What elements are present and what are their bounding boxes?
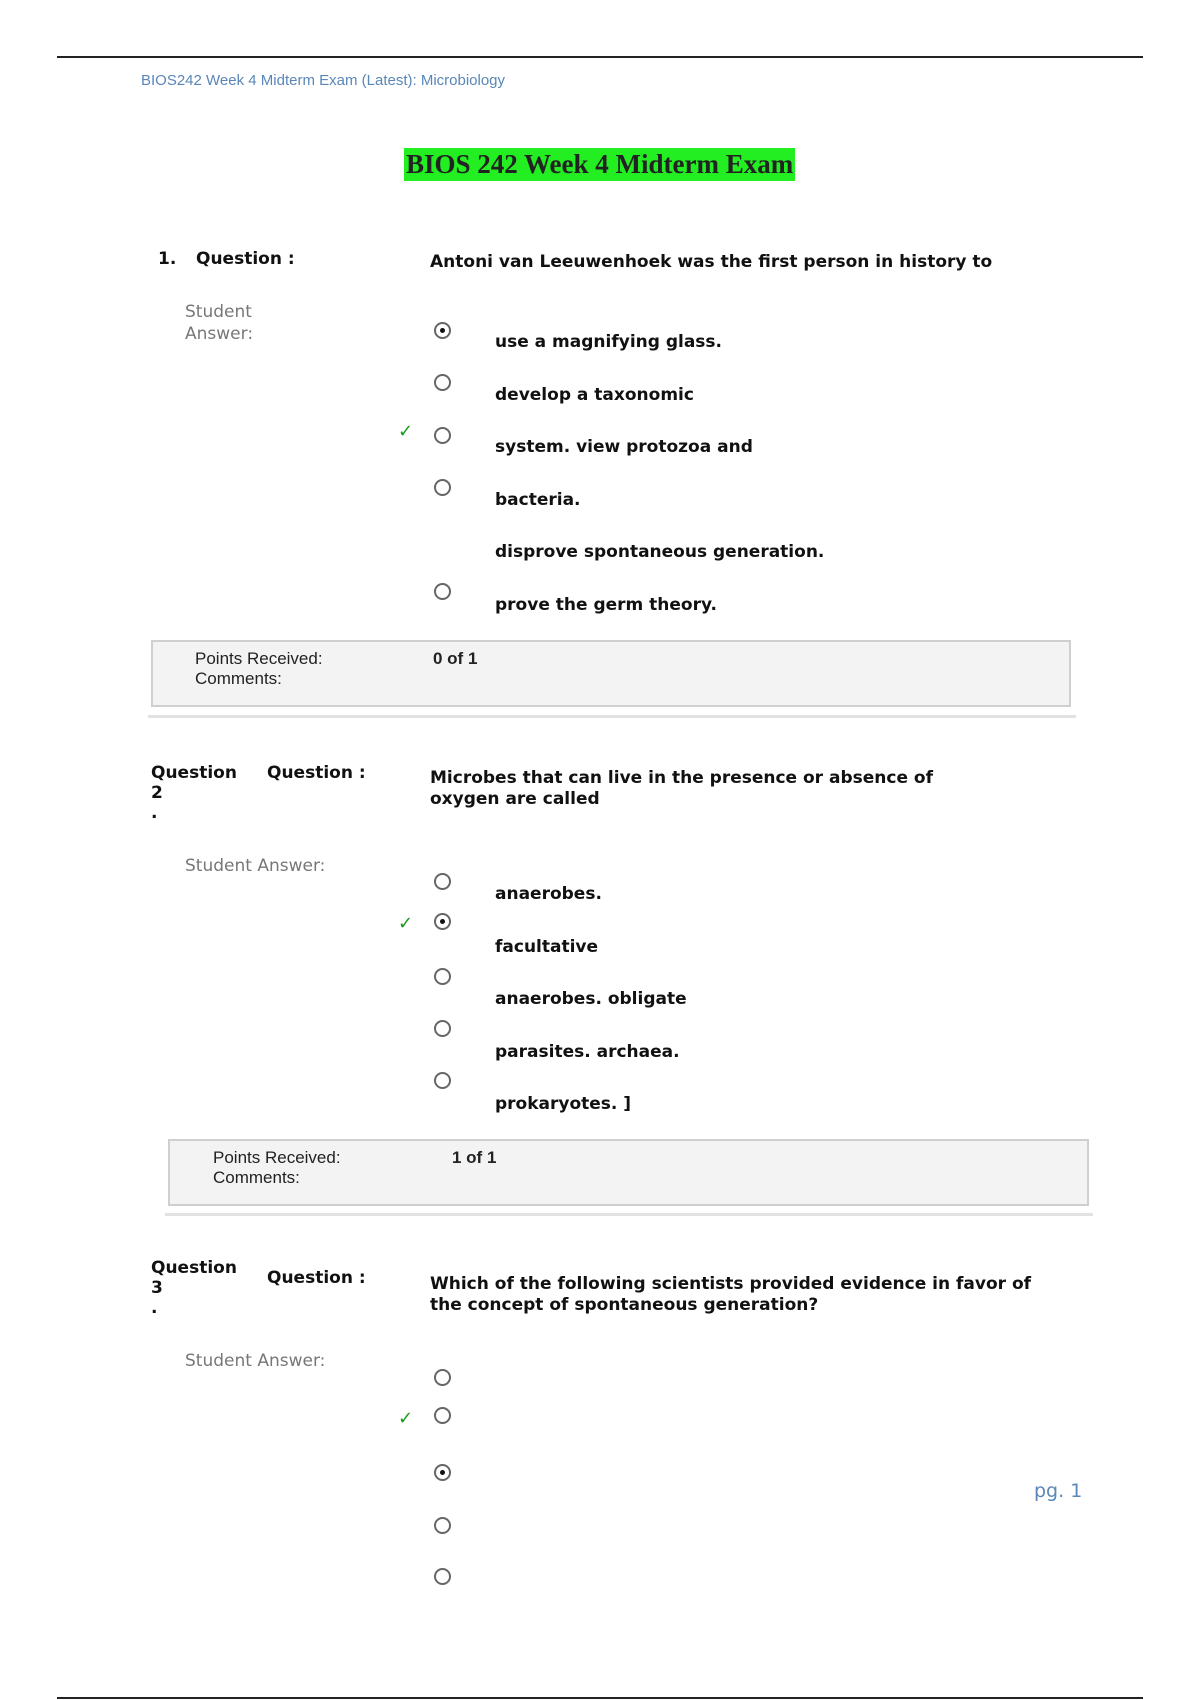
q1-option-2: develop a taxonomic	[495, 385, 694, 405]
q2-option-4: parasites. archaea.	[495, 1042, 680, 1062]
bottom-rule	[57, 1697, 1143, 1699]
q1-option-6: prove the germ theory.	[495, 595, 717, 615]
question-3-number-dot: .	[151, 1298, 158, 1318]
q1-radio-3[interactable]	[434, 427, 451, 444]
question-1-text: Antoni van Leeuwenhoek was the first person in history to	[430, 252, 993, 272]
q2-points-label: Points Received:	[213, 1148, 341, 1167]
q3-radio-5[interactable]	[434, 1568, 451, 1585]
q3-radio-2[interactable]	[434, 1407, 451, 1424]
q2-points-value: 1 of 1	[452, 1148, 497, 1167]
document-title: BIOS 242 Week 4 Midterm Exam	[406, 149, 794, 179]
q2-radio-4[interactable]	[434, 1020, 451, 1037]
q1-points-label: Points Received:	[195, 649, 323, 668]
question-2-number-dot: .	[151, 803, 158, 823]
q2-option-2: facultative	[495, 937, 599, 957]
question-1-number: 1.	[158, 249, 177, 269]
q1-divider	[148, 715, 1076, 718]
q1-points-value: 0 of 1	[433, 649, 478, 668]
q3-correct-check-icon: ✓	[398, 1408, 414, 1429]
question-2-label: Question :	[267, 763, 366, 783]
q3-radio-1[interactable]	[434, 1369, 451, 1386]
question-1-answer-label: Answer:	[185, 324, 254, 344]
q1-radio-1[interactable]	[434, 322, 451, 339]
question-2-number-word: Question	[151, 763, 237, 783]
question-3-label: Question :	[267, 1268, 366, 1288]
q1-radio-4[interactable]	[434, 479, 451, 496]
page-number: pg. 1	[1034, 1480, 1083, 1502]
q2-correct-check-icon: ✓	[398, 913, 414, 934]
q3-radio-3[interactable]	[434, 1464, 451, 1481]
top-rule	[57, 56, 1143, 58]
q2-divider	[165, 1213, 1093, 1216]
q2-comments-label: Comments:	[213, 1168, 300, 1187]
question-1-student-label: Student	[185, 302, 252, 322]
question-3-text: Which of the following scientists provided evidence in favor of the concept of spontaneous generation?	[430, 1274, 1032, 1315]
q1-radio-2[interactable]	[434, 374, 451, 391]
q1-correct-check-icon: ✓	[398, 421, 414, 442]
question-1-label: Question :	[196, 249, 295, 269]
q1-option-5: disprove spontaneous generation.	[495, 542, 825, 562]
q2-radio-2[interactable]	[434, 913, 451, 930]
q2-option-3: anaerobes. obligate	[495, 989, 687, 1009]
q2-radio-3[interactable]	[434, 968, 451, 985]
q1-option-4: bacteria.	[495, 490, 581, 510]
question-3-answer-label: Student Answer:	[185, 1351, 326, 1371]
q1-radio-5[interactable]	[434, 583, 451, 600]
question-2-answer-label: Student Answer:	[185, 856, 326, 876]
q2-radio-1[interactable]	[434, 873, 451, 890]
question-3-number: 3	[151, 1278, 163, 1298]
q2-radio-5[interactable]	[434, 1072, 451, 1089]
running-header: BIOS242 Week 4 Midterm Exam (Latest): Microbiology	[141, 72, 506, 89]
q1-option-3: system. view protozoa and	[495, 437, 753, 457]
question-2-number: 2	[151, 783, 163, 803]
question-2-text: Microbes that can live in the presence or absence of oxygen are called	[430, 768, 933, 809]
q3-radio-4[interactable]	[434, 1517, 451, 1534]
q2-option-1: anaerobes.	[495, 884, 602, 904]
q2-option-5: prokaryotes. ]	[495, 1094, 632, 1114]
q1-comments-label: Comments:	[195, 669, 282, 688]
q1-option-1: use a magnifying glass.	[495, 332, 723, 352]
question-3-number-word: Question	[151, 1258, 237, 1278]
